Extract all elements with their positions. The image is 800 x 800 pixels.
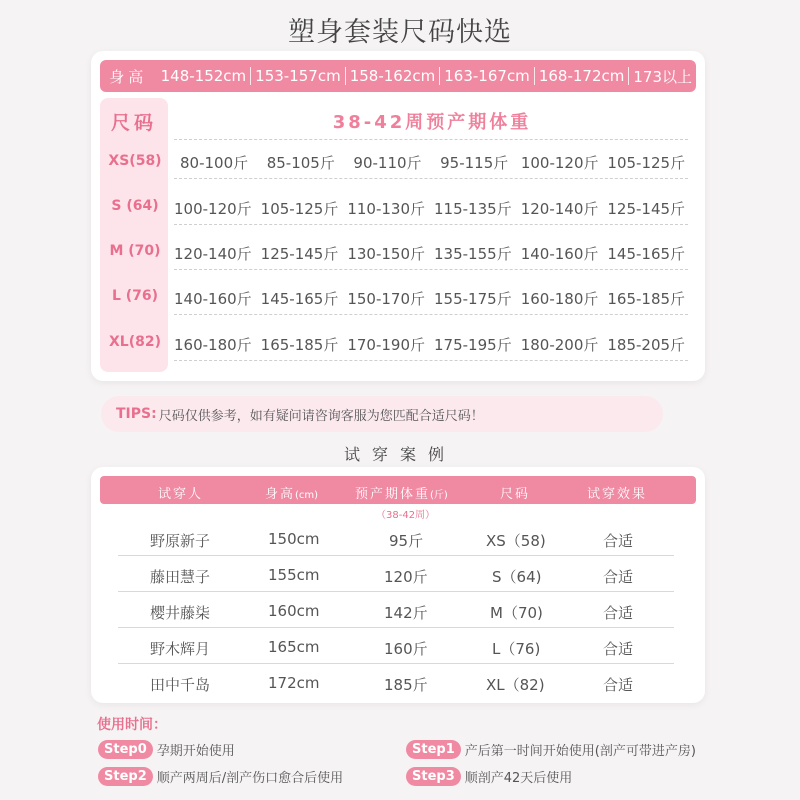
- usage-title: 使用时间：: [97, 717, 167, 733]
- table-row: [118, 520, 674, 556]
- size-label-xl: XL(82): [109, 334, 161, 350]
- case-weight: 120斤: [384, 568, 428, 586]
- header-weight-label: 预产期体重: [355, 487, 431, 502]
- height-label: 身高: [109, 67, 148, 86]
- height-values: [157, 66, 696, 87]
- case-height: 150cm: [268, 530, 320, 548]
- weight-cell: 170-190斤: [347, 336, 426, 354]
- weight-cell: 125-145斤: [607, 200, 686, 218]
- weight-cell: 160-180斤: [520, 290, 599, 308]
- height-value: 148-152cm: [160, 67, 247, 85]
- header-weight-unit: (斤): [430, 490, 448, 501]
- step-text: 孕期开始使用: [156, 744, 235, 759]
- step-text: 顺剖产42天后使用: [464, 771, 573, 786]
- table-row: [118, 592, 674, 628]
- step-1: [406, 740, 696, 759]
- weight-cell: 165-185斤: [607, 290, 686, 308]
- weight-header: 38-42周预产期体重: [332, 112, 532, 133]
- divider: [174, 269, 688, 270]
- weight-cell: 80-100斤: [180, 154, 249, 172]
- weight-cell: 135-155斤: [434, 245, 512, 263]
- header-weight: [355, 483, 448, 502]
- weight-cell: 90-110斤: [353, 154, 422, 172]
- weight-cell: 175-195斤: [434, 336, 512, 354]
- weight-cell: 95-115斤: [440, 154, 509, 172]
- step-3: [406, 767, 572, 786]
- case-effect: 合适: [603, 568, 634, 586]
- table-row: [118, 628, 674, 664]
- table-row: [118, 664, 674, 696]
- weight-row-xl: [174, 334, 694, 355]
- weight-cell: 140-160斤: [174, 290, 252, 308]
- weight-cell: 120-140斤: [174, 245, 252, 263]
- divider: [174, 139, 688, 140]
- case-effect: 合适: [603, 640, 634, 658]
- step-0: [98, 740, 235, 759]
- case-name: 藤田慧子: [150, 568, 211, 586]
- weight-cell: 100-120斤: [520, 154, 599, 172]
- size-label-m: M (70): [109, 243, 161, 259]
- case-height: 165cm: [268, 638, 320, 656]
- weight-cell: 105-125斤: [607, 154, 686, 172]
- size-label-l: L (76): [111, 288, 159, 304]
- case-size: XS（58): [486, 532, 546, 550]
- header-person: 试穿人: [158, 487, 204, 502]
- size-label-xs: XS(58): [108, 153, 162, 169]
- weight-cell: 105-125斤: [260, 200, 339, 218]
- case-name: 樱井藤柒: [150, 604, 211, 622]
- case-section-title: 试穿案例: [343, 445, 456, 464]
- case-size: S（64): [492, 568, 542, 586]
- step-badge: Step2: [98, 767, 153, 786]
- size-column: [100, 98, 168, 372]
- step-text: 产后第一时间开始使用(剖产可带进产房): [464, 744, 696, 759]
- weight-row-xs: [174, 152, 694, 173]
- weight-cell: 145-165斤: [607, 245, 686, 263]
- case-effect: 合适: [603, 532, 634, 550]
- weight-note: （38-42周）: [376, 510, 436, 521]
- case-size: L（76): [492, 640, 541, 658]
- header-height: [265, 483, 318, 502]
- case-effect: 合适: [603, 604, 634, 622]
- step-text: 顺产两周后/剖产伤口愈合后使用: [156, 771, 344, 786]
- weight-cell: 100-120斤: [174, 200, 252, 218]
- header-height-unit: (cm): [295, 490, 319, 501]
- step-badge: Step1: [406, 740, 461, 759]
- header-size: 尺码: [500, 487, 531, 502]
- weight-cell: 150-170斤: [347, 290, 426, 308]
- height-value: 163-167cm: [444, 67, 530, 85]
- case-height: 172cm: [268, 674, 320, 692]
- weight-cell: 185-205斤: [607, 336, 686, 354]
- weight-cell: 155-175斤: [434, 290, 512, 308]
- case-name: 田中千岛: [150, 676, 211, 694]
- height-value: 168-172cm: [538, 67, 625, 85]
- case-weight: 95斤: [389, 532, 424, 550]
- tips-label: TIPS:: [116, 406, 157, 422]
- case-weight: 185斤: [384, 676, 428, 694]
- weight-cell: 125-145斤: [260, 245, 339, 263]
- tips-text: 尺码仅供参考，如有疑问请咨询客服为您匹配合适尺码！: [158, 408, 484, 424]
- height-row: [100, 60, 696, 92]
- divider: [174, 360, 688, 361]
- case-weight: 160斤: [384, 640, 428, 658]
- header-height-label: 身高: [265, 487, 296, 502]
- weight-row-m: [174, 243, 694, 264]
- header-effect: 试穿效果: [587, 487, 648, 502]
- page-title: 塑身套装尺码快选: [288, 17, 512, 48]
- case-effect: 合适: [603, 676, 634, 694]
- weight-cell: 160-180斤: [174, 336, 252, 354]
- case-size: M（70): [490, 604, 543, 622]
- weight-cell: 115-135斤: [434, 200, 512, 218]
- height-value: 153-157cm: [255, 67, 341, 85]
- table-row: [118, 556, 674, 592]
- weight-cell: 130-150斤: [347, 245, 426, 263]
- height-value: 173以上: [633, 67, 692, 86]
- weight-cell: 165-185斤: [260, 336, 339, 354]
- size-header: 尺码: [110, 112, 157, 134]
- weight-cell: 120-140斤: [520, 200, 599, 218]
- weight-row-l: [174, 288, 694, 309]
- size-label-s: S (64): [111, 198, 159, 214]
- case-height: 155cm: [268, 566, 320, 584]
- height-value: 158-162cm: [349, 67, 436, 85]
- step-badge: Step3: [406, 767, 461, 786]
- divider: [174, 314, 688, 315]
- case-table-header: [100, 476, 696, 504]
- divider: [174, 224, 688, 225]
- step-badge: Step0: [98, 740, 153, 759]
- case-size: XL（82): [486, 676, 545, 694]
- weight-cell: 140-160斤: [520, 245, 599, 263]
- step-2: [98, 767, 343, 786]
- weight-cell: 180-200斤: [520, 336, 599, 354]
- case-weight: 142斤: [384, 604, 428, 622]
- weight-row-s: [174, 198, 694, 219]
- weight-cell: 110-130斤: [347, 200, 426, 218]
- weight-cell: 85-105斤: [266, 154, 335, 172]
- case-height: 160cm: [268, 602, 320, 620]
- weight-cell: 145-165斤: [260, 290, 339, 308]
- tips-banner: [101, 396, 663, 432]
- case-name: 野原新子: [150, 532, 211, 550]
- divider: [174, 178, 688, 179]
- case-name: 野木辉月: [150, 640, 211, 658]
